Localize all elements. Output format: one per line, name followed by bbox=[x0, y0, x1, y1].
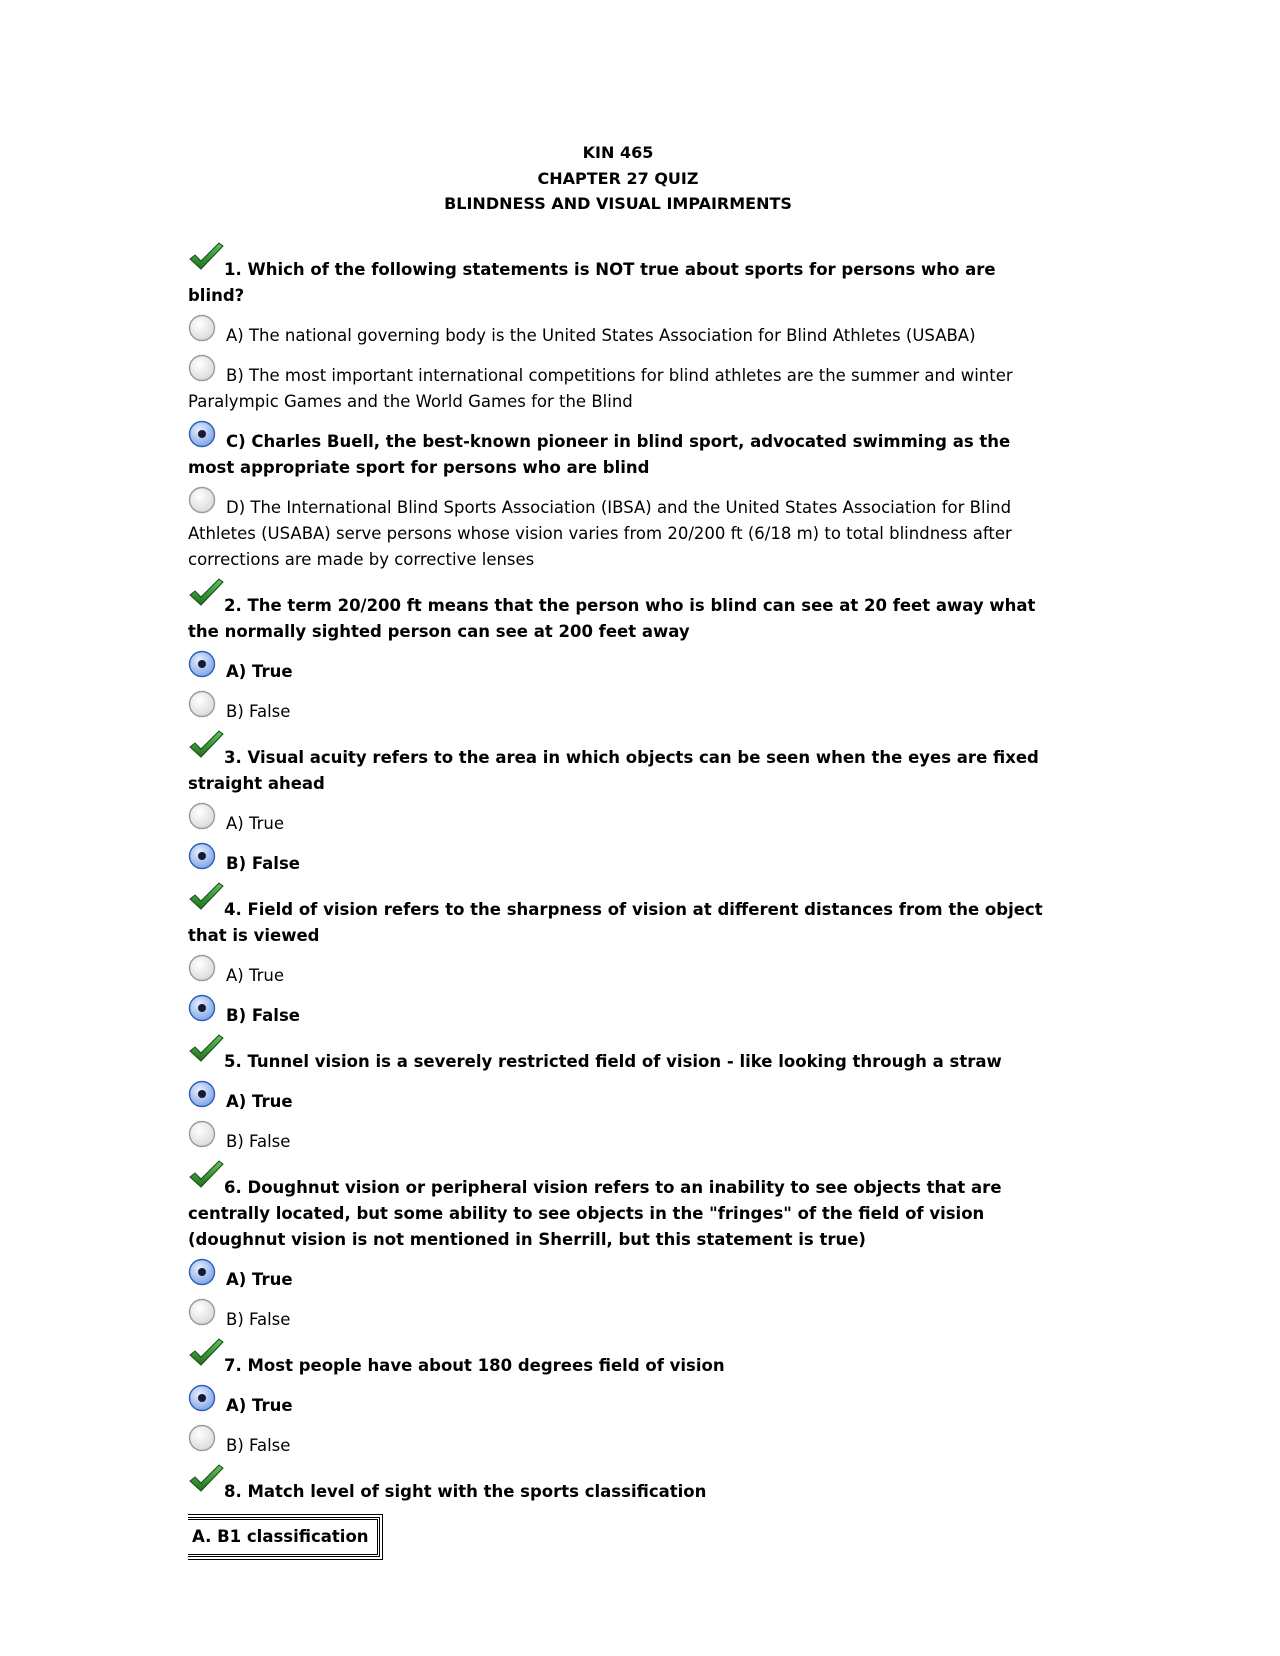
checkmark-icon bbox=[188, 1337, 224, 1363]
answer-option[interactable] bbox=[188, 1085, 1048, 1115]
question-text: 1. Which of the following statements is NOT true about sports for persons who are blind? bbox=[188, 259, 996, 305]
answer-option-label: D) The International Blind Sports Association (IBSA) and the United States Association for Blind Athletes (USABA) serve persons whose vision varies from 20/200 ft (6/18 m) to total blindness after corrections are made by corrective lenses bbox=[188, 497, 1012, 569]
answer-option[interactable] bbox=[188, 359, 1048, 415]
quiz-header bbox=[188, 140, 1048, 217]
checkmark-icon bbox=[188, 1033, 224, 1059]
answer-option-label: A) True bbox=[226, 1395, 293, 1415]
answer-option-label: A) True bbox=[226, 1269, 293, 1289]
question-text: 2. The term 20/200 ft means that the person who is blind can see at 20 feet away what the normally sighted person can see at 200 feet away bbox=[188, 595, 1036, 641]
question-list bbox=[188, 247, 1048, 1505]
radio-selected-icon[interactable] bbox=[188, 1258, 218, 1284]
question-6 bbox=[188, 1165, 1048, 1253]
question-text: 7. Most people have about 180 degrees field of vision bbox=[224, 1355, 725, 1375]
answer-option[interactable] bbox=[188, 1389, 1048, 1419]
question-text: 3. Visual acuity refers to the area in which objects can be seen when the eyes are fixed straight ahead bbox=[188, 747, 1039, 793]
answer-option[interactable] bbox=[188, 491, 1048, 573]
answer-option-label: B) False bbox=[226, 1435, 291, 1455]
answer-option[interactable] bbox=[188, 807, 1048, 837]
radio-unselected-icon[interactable] bbox=[188, 1424, 218, 1450]
question-3 bbox=[188, 735, 1048, 797]
radio-selected-icon[interactable] bbox=[188, 1384, 218, 1410]
course-title: KIN 465 bbox=[582, 143, 654, 162]
match-item-box: A. B1 classification bbox=[188, 1517, 380, 1557]
radio-unselected-icon[interactable] bbox=[188, 354, 218, 380]
answer-option[interactable] bbox=[188, 1303, 1048, 1333]
question-text: 6. Doughnut vision or peripheral vision refers to an inability to see objects that are centrally located, but some ability to see objects in the "fringes" of the field of vision (doughnut vision is not mentioned in Sherrill, but this statement is true) bbox=[188, 1177, 1002, 1249]
checkmark-icon bbox=[188, 881, 224, 907]
question-2 bbox=[188, 583, 1048, 645]
checkmark-icon bbox=[188, 577, 224, 603]
radio-unselected-icon[interactable] bbox=[188, 486, 218, 512]
radio-unselected-icon[interactable] bbox=[188, 954, 218, 980]
chapter-title: CHAPTER 27 QUIZ bbox=[537, 168, 699, 188]
answer-option-label: B) False bbox=[226, 853, 300, 873]
answer-option-label: A) True bbox=[226, 661, 293, 681]
question-text: 8. Match level of sight with the sports classification bbox=[224, 1481, 707, 1501]
question-8 bbox=[188, 1469, 1048, 1505]
answer-option-label: B) False bbox=[226, 1131, 291, 1151]
answer-option[interactable] bbox=[188, 847, 1048, 877]
question-1 bbox=[188, 247, 1048, 309]
radio-selected-icon[interactable] bbox=[188, 1080, 218, 1106]
answer-option[interactable] bbox=[188, 999, 1048, 1029]
answer-option[interactable] bbox=[188, 1263, 1048, 1293]
radio-selected-icon[interactable] bbox=[188, 650, 218, 676]
answer-option-label: A) True bbox=[226, 965, 285, 985]
question-7 bbox=[188, 1343, 1048, 1379]
checkmark-icon bbox=[188, 241, 224, 267]
answer-option[interactable] bbox=[188, 319, 1048, 349]
answer-option-label: A) True bbox=[226, 1091, 293, 1111]
answer-option-label: A) True bbox=[226, 813, 285, 833]
question-4 bbox=[188, 887, 1048, 949]
question-5 bbox=[188, 1039, 1048, 1075]
answer-option-label: B) The most important international competitions for blind athletes are the summer and winter Paralympic Games and the World Games for the Blind bbox=[188, 365, 1013, 411]
radio-unselected-icon[interactable] bbox=[188, 314, 218, 340]
quiz-page bbox=[188, 140, 1048, 1640]
radio-selected-icon[interactable] bbox=[188, 420, 218, 446]
radio-selected-icon[interactable] bbox=[188, 842, 218, 868]
radio-unselected-icon[interactable] bbox=[188, 1120, 218, 1146]
answer-option-label: B) False bbox=[226, 1005, 300, 1025]
answer-option[interactable] bbox=[188, 655, 1048, 685]
answer-option-label: A) The national governing body is the United States Association for Blind Athletes (USABA) bbox=[226, 325, 976, 345]
answer-option[interactable] bbox=[188, 695, 1048, 725]
radio-unselected-icon[interactable] bbox=[188, 1298, 218, 1324]
answer-option[interactable] bbox=[188, 425, 1048, 481]
topic-title: BLINDNESS AND VISUAL IMPAIRMENTS bbox=[444, 194, 792, 213]
answer-option[interactable] bbox=[188, 1429, 1048, 1459]
answer-option-label: B) False bbox=[226, 701, 291, 721]
question-text: 5. Tunnel vision is a severely restricted field of vision - like looking through a straw bbox=[224, 1051, 1002, 1071]
radio-unselected-icon[interactable] bbox=[188, 690, 218, 716]
radio-selected-icon[interactable] bbox=[188, 994, 218, 1020]
checkmark-icon bbox=[188, 1463, 224, 1489]
checkmark-icon bbox=[188, 1159, 224, 1185]
answer-option[interactable] bbox=[188, 1125, 1048, 1155]
checkmark-icon bbox=[188, 729, 224, 755]
question-text: 4. Field of vision refers to the sharpness of vision at different distances from the object that is viewed bbox=[188, 899, 1043, 945]
answer-option-label: C) Charles Buell, the best-known pioneer in blind sport, advocated swimming as the most appropriate sport for persons who are blind bbox=[188, 431, 1011, 477]
radio-unselected-icon[interactable] bbox=[188, 802, 218, 828]
answer-option-label: B) False bbox=[226, 1309, 291, 1329]
answer-option[interactable] bbox=[188, 959, 1048, 989]
